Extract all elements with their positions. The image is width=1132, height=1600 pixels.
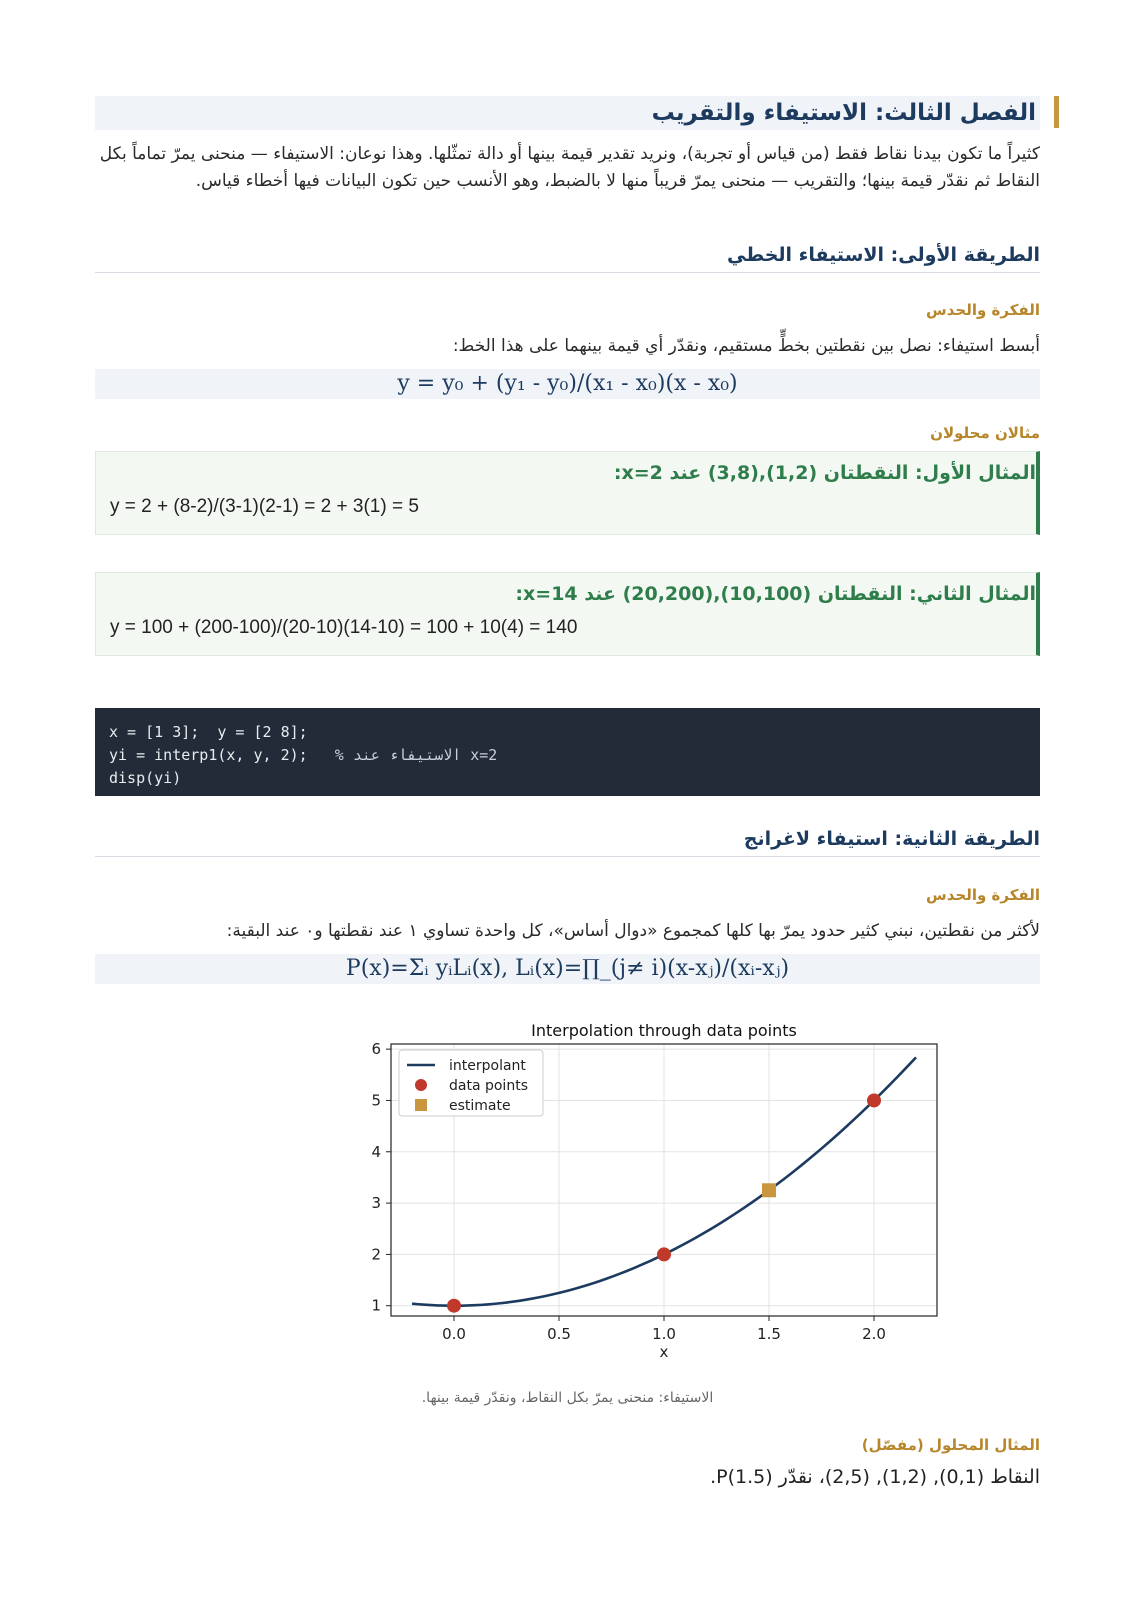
solved-example-text: النقاط (0,1), (1,2), (2,5)، نقدّر P(1.5).	[710, 1466, 1040, 1488]
interpolation-chart	[255, 1018, 975, 1378]
y-tick-label: 4	[371, 1142, 381, 1161]
code-line-1: x = [1 3]; y = [2 8];	[109, 723, 308, 741]
idea-label-lagrange: الفكرة والحدس	[926, 886, 1040, 904]
x-tick-label: 2.0	[862, 1325, 886, 1343]
example-1-title: المثال الأول: النقطتان (1,2),(3,8) عند x=2:	[613, 462, 1036, 484]
formula-linear: y = y₀ + (y₁ - y₀)/(x₁ - x₀)(x - x₀)	[95, 369, 1040, 399]
y-tick-label: 2	[371, 1245, 381, 1264]
idea-text-linear: أبسط استيفاء: نصل بين نقطتين بخطٍّ مستقيم، ونقدّر أي قيمة بينهما على هذا الخط:	[452, 336, 1040, 356]
chapter-title: الفصل الثالث: الاستيفاء والتقريب	[95, 96, 1040, 130]
estimate-point	[762, 1183, 776, 1197]
example-1	[95, 451, 1040, 535]
solved-example-label: المثال المحلول (مفصّل)	[861, 1436, 1040, 1454]
code-block	[95, 708, 1040, 796]
y-tick-label: 1	[371, 1296, 381, 1315]
example-2-title: المثال الثاني: النقطتان (10,100),(20,200) عند x=14:	[515, 583, 1036, 605]
legend-swatch-estimate	[415, 1099, 427, 1111]
accent-bar	[1054, 96, 1059, 128]
y-tick-label: 5	[371, 1091, 381, 1110]
chapter-intro: كثيراً ما تكون بيدنا نقاط فقط (من قياس أو تجربة)، ونريد تقدير قيمة بينها أو دالة تمثّلها. وهذا نوعان: الاستيفاء — منحنى يمرّ تماماً بكل النقاط ثم نقدّر قيمة بينها؛ والتقريب — منحنى يمرّ قريباً منها لا بالضبط، وهو الأنسب حين تكون البيانات فيها أخطاء قياس.	[99, 144, 1040, 191]
legend-label-data-points: data points	[449, 1078, 528, 1094]
formula-lagrange: P(x)=Σᵢ yᵢLᵢ(x), Lᵢ(x)=∏_(j≠ i)(x-xⱼ)/(xᵢ-xⱼ)	[95, 954, 1040, 984]
example-2-calc: y = 100 + (200-100)/(20-10)(14-10) = 100 + 10(4) = 140	[110, 617, 578, 638]
data-point	[447, 1299, 461, 1313]
chart-svg	[255, 1018, 975, 1378]
example-1-calc: y = 2 + (8-2)/(3-1)(2-1) = 2 + 3(1) = 5	[110, 496, 419, 517]
x-tick-label: 0.5	[547, 1325, 571, 1343]
x-tick-label: 1.5	[757, 1325, 781, 1343]
data-point	[867, 1093, 881, 1107]
idea-text-lagrange: لأكثر من نقطتين، نبني كثير حدود يمرّ بها كلها كمجموع «دوال أساس»، كل واحدة تساوي ١ عند نقطتها و٠ عند البقية:	[226, 921, 1040, 941]
code-line-3: disp(yi)	[109, 769, 182, 787]
example-2	[95, 572, 1040, 656]
examples-label: مثالان محلولان	[930, 424, 1040, 442]
section-title-lagrange: الطريقة الثانية: استيفاء لاغرانج	[95, 828, 1040, 857]
data-point	[657, 1247, 671, 1261]
chart-title: Interpolation through data points	[531, 1021, 797, 1040]
y-tick-label: 3	[371, 1194, 381, 1213]
legend-label-interpolant: interpolant	[449, 1058, 526, 1074]
code-line-2-comment: % الاستيفاء عند x=2	[334, 746, 498, 764]
code-line-2	[109, 744, 1026, 767]
legend-label-estimate: estimate	[449, 1098, 511, 1114]
idea-label-linear: الفكرة والحدس	[926, 301, 1040, 319]
x-tick-label: 1.0	[652, 1325, 676, 1343]
legend-swatch-data-points	[415, 1079, 427, 1091]
x-tick-label: 0.0	[442, 1325, 466, 1343]
x-axis-label: x	[659, 1343, 669, 1361]
chart-caption: الاستيفاء: منحنى يمرّ بكل النقاط، ونقدّر قيمة بينها.	[421, 1390, 714, 1406]
section-title-linear: الطريقة الأولى: الاستيفاء الخطي	[95, 244, 1040, 273]
y-tick-label: 6	[371, 1040, 381, 1059]
code-line-2-code: yi = interp1(x, y, 2);	[109, 746, 335, 764]
